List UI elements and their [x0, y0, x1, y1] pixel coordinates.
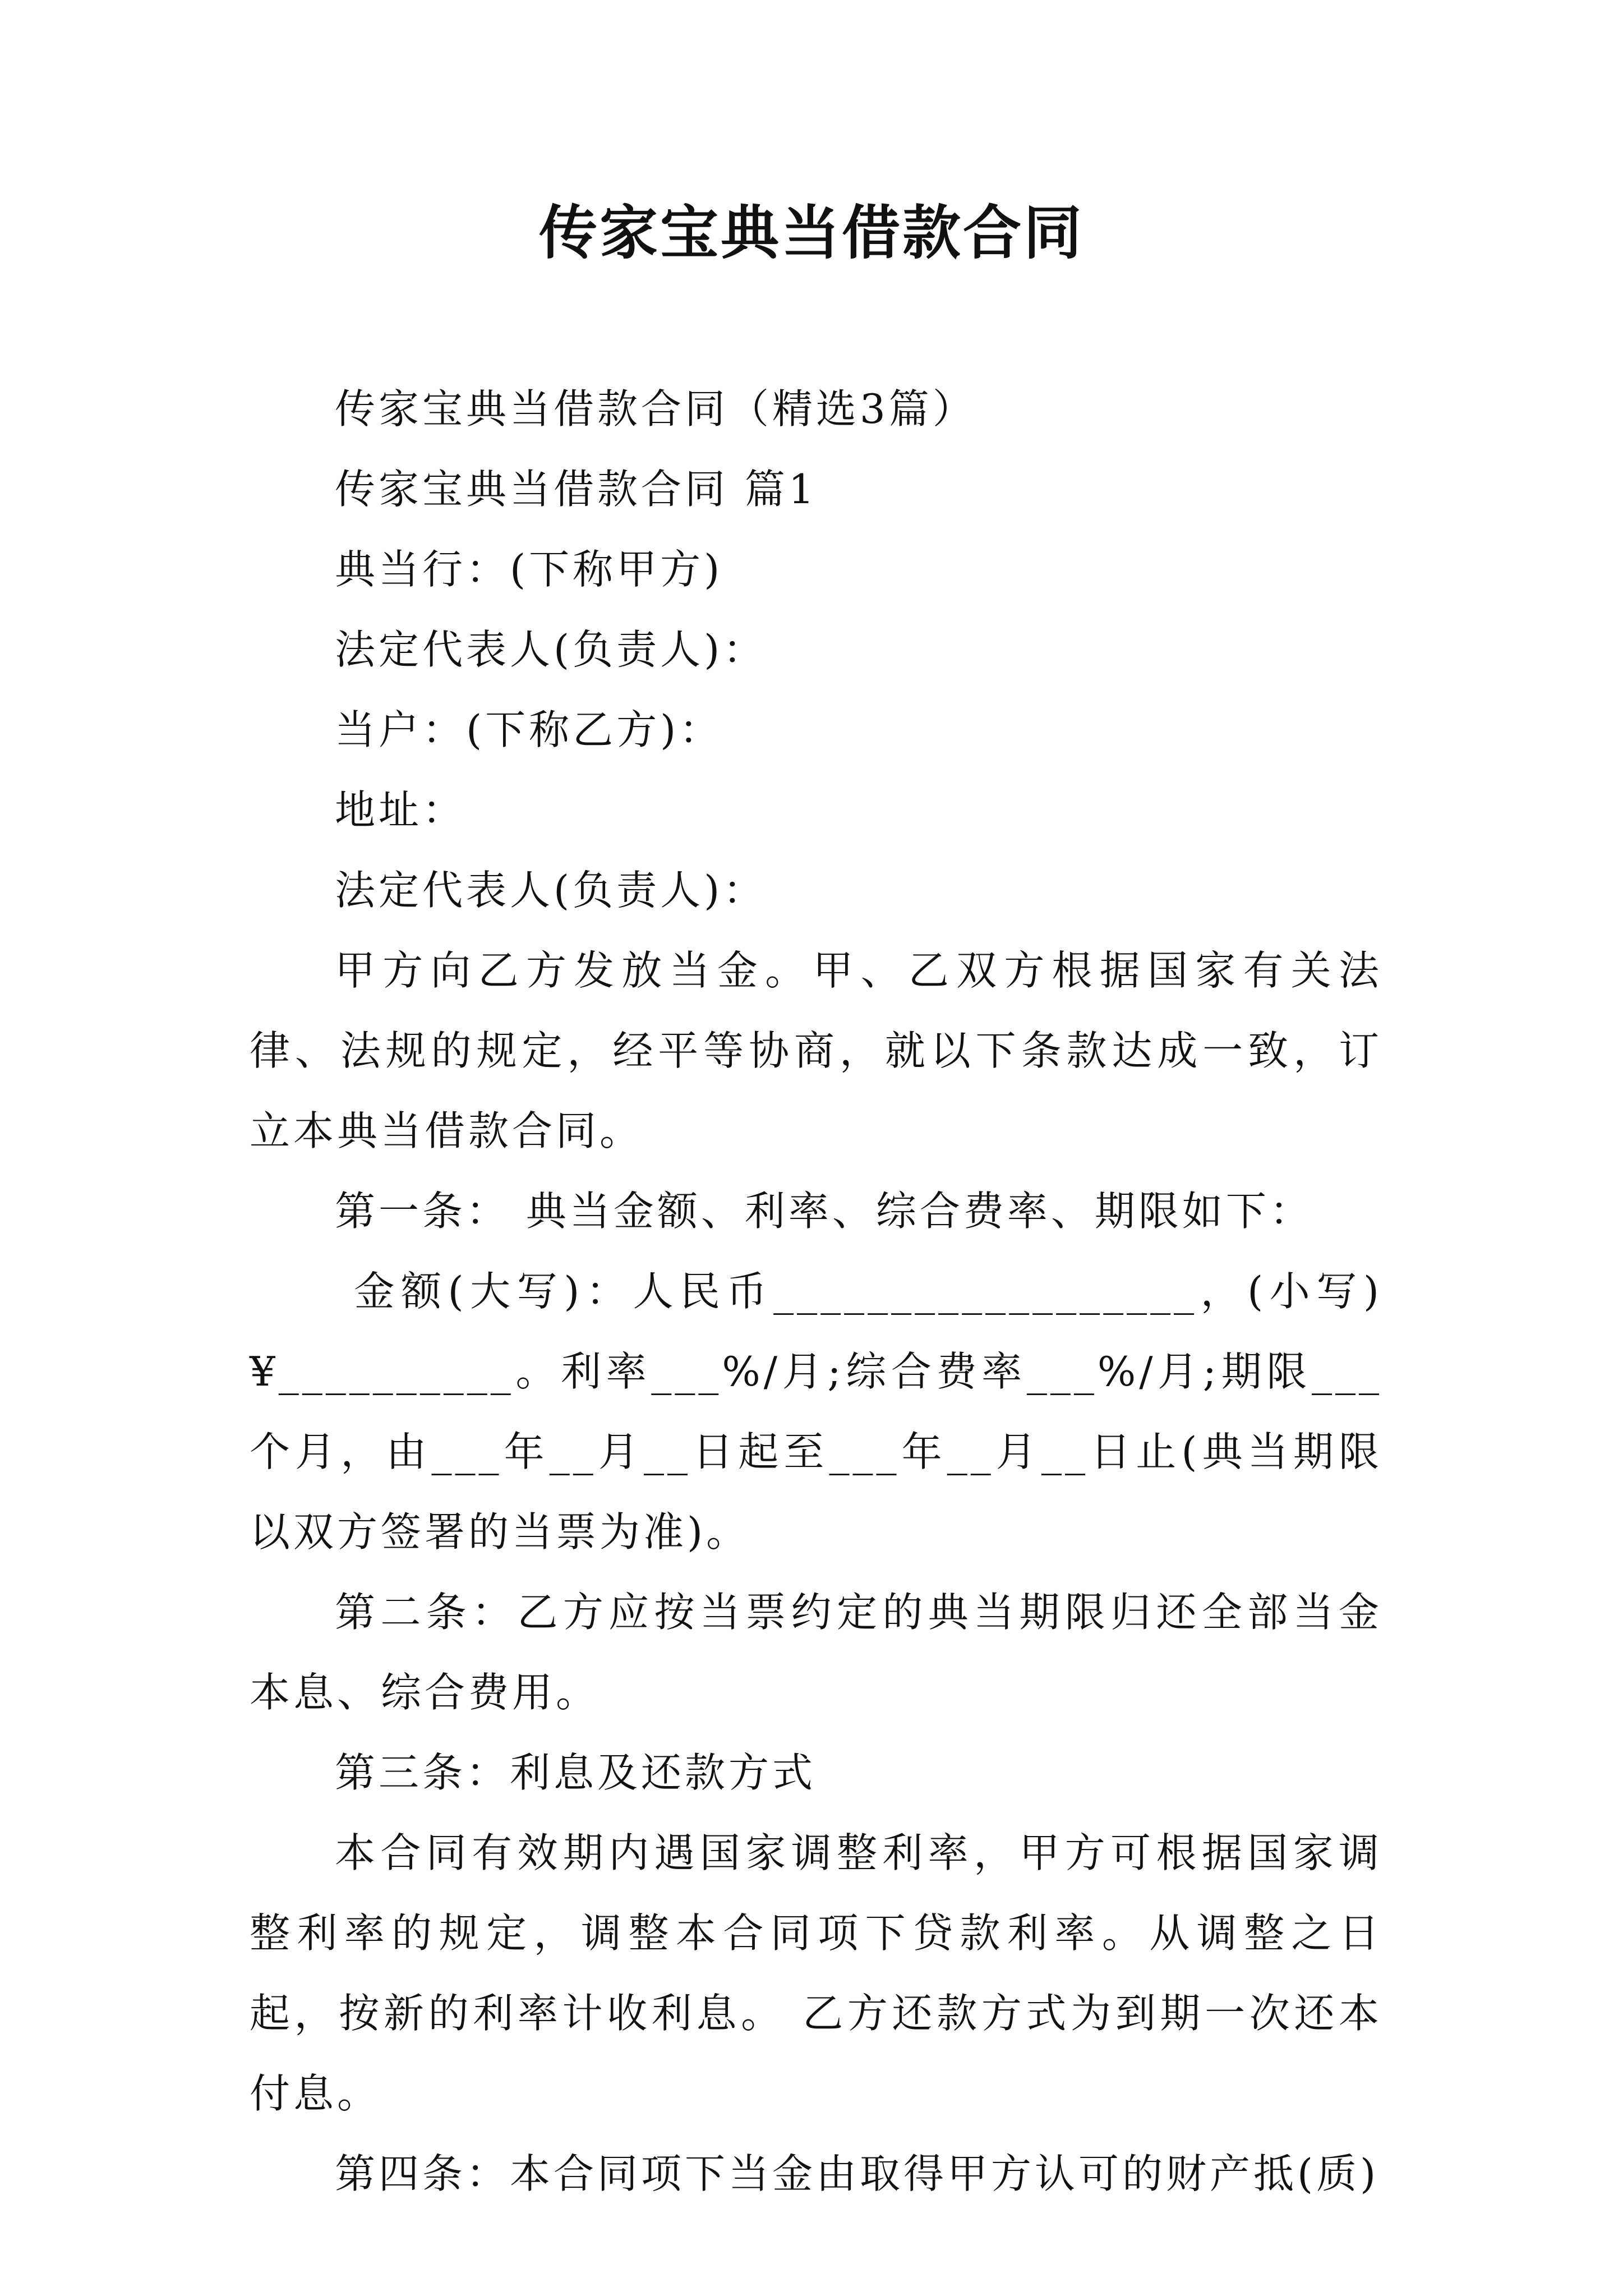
- document-title: 传家宝典当借款合同: [538, 198, 1084, 267]
- paragraph-subtitle: 传家宝典当借款合同（精选3篇）: [335, 385, 976, 432]
- paragraph-pawner: 当户：(下称乙方)：: [335, 706, 723, 753]
- paragraph-preamble: 甲方向乙方发放当金。甲、乙双方根据国家有关法律、法规的规定，经平等协商，就以下条款达成一致，订立本典当借款合同。: [250, 947, 1382, 1154]
- paragraph-amount-terms: 金额(大写)：人民币__________________，(小写)¥__________。利率___%/月;综合费率___%/月;期限___个月，由___年__月__日起至___年__月__日止(典当期限以双方签署的当票为准)。: [250, 1268, 1382, 1556]
- paragraph-article-1: 第一条： 典当金额、利率、综合费率、期限如下：: [335, 1188, 1313, 1235]
- paragraph-legal-rep-b: 法定代表人(负责人)：: [335, 867, 767, 914]
- paragraph-pawnshop: 典当行：(下称甲方): [335, 546, 723, 593]
- document-body: [250, 369, 1382, 2214]
- paragraph-part-heading: 传家宝典当借款合同 篇1: [335, 466, 818, 513]
- paragraph-interest-terms: 本合同有效期内遇国家调整利率，甲方可根据国家调整利率的规定，调整本合同项下贷款利率。从调整之日起，按新的利率计收利息。 乙方还款方式为到期一次还本付息。: [250, 1829, 1382, 2117]
- paragraph-article-4: 第四条：本合同项下当金由取得甲方认可的财产抵(质): [335, 2150, 1380, 2197]
- paragraph-article-2: 第二条：乙方应按当票约定的典当期限归还全部当金本息、综合费用。: [250, 1589, 1382, 1716]
- paragraph-legal-rep-a: 法定代表人(负责人)：: [335, 626, 767, 673]
- paragraph-article-3: 第三条：利息及还款方式: [335, 1749, 817, 1796]
- paragraph-address: 地址：: [335, 786, 467, 834]
